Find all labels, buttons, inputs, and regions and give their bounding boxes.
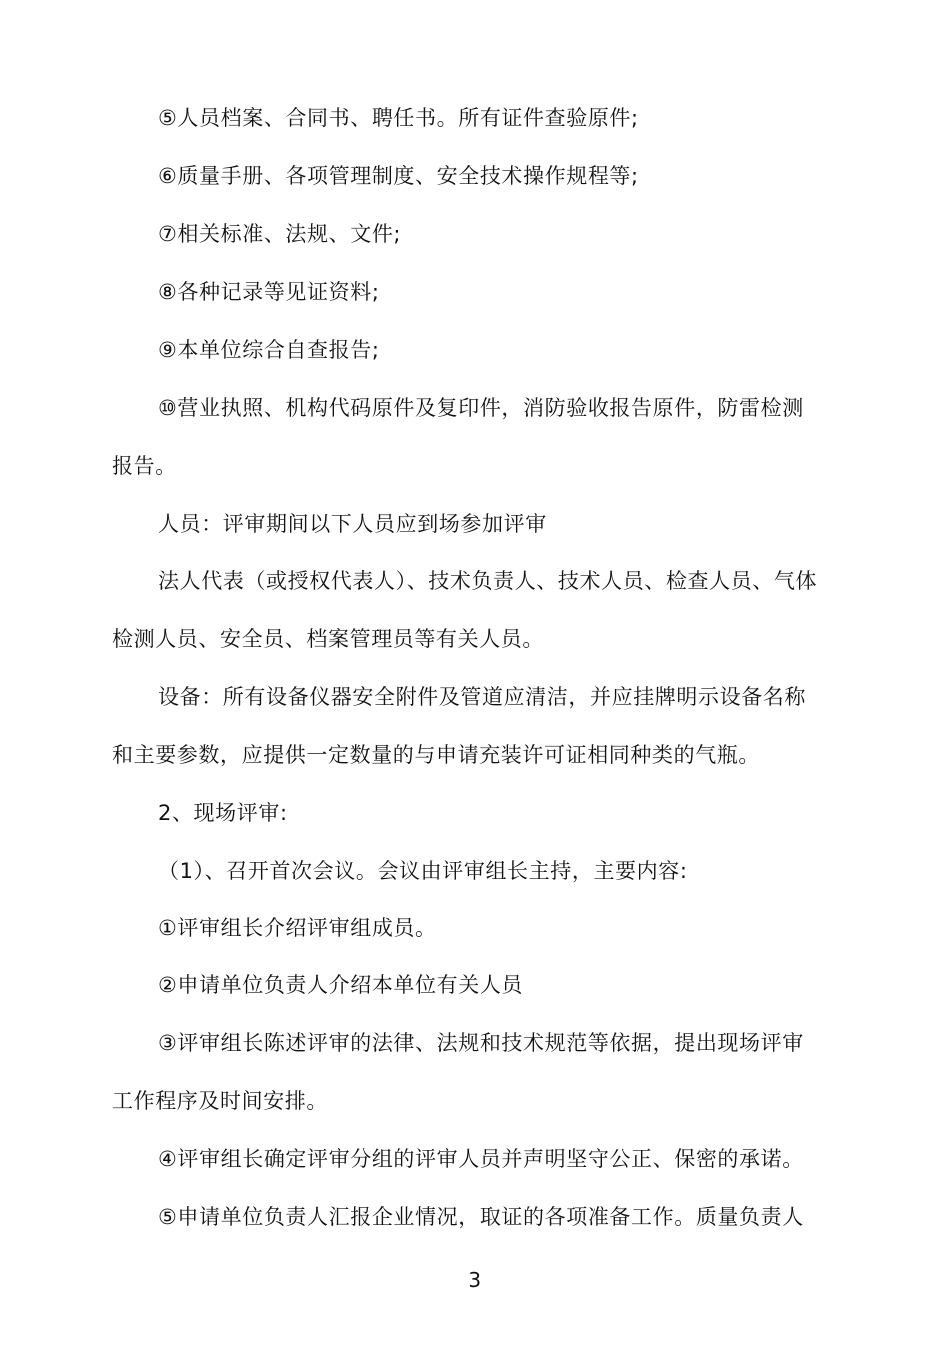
paragraph-line: ⑧各种记录等见证资料; <box>158 280 380 304</box>
paragraph-line: ⑤申请单位负责人汇报企业情况，取证的各项准备工作。质量负责人 <box>158 1205 804 1229</box>
paragraph-line: ⑦相关标准、法规、文件; <box>158 222 402 246</box>
paragraph-line: ②申请单位负责人介绍本单位有关人员 <box>158 973 524 997</box>
paragraph-line: ⑨本单位综合自查报告; <box>158 338 380 362</box>
paragraph-line: ①评审组长介绍评审组成员。 <box>158 916 437 940</box>
paragraph-line: ④评审组长确定评审分组的评审人员并声明坚守公正、保密的承诺。 <box>158 1147 804 1171</box>
paragraph-line: 和主要参数，应提供一定数量的与申请充装许可证相同种类的气瓶。 <box>112 743 760 767</box>
paragraph-line: 法人代表（或授权代表人）、技术负责人、技术人员、检查人员、气体 <box>158 569 818 593</box>
paragraph-line: ⑥质量手册、各项管理制度、安全技术操作规程等; <box>158 164 639 188</box>
paragraph-line: 检测人员、安全员、档案管理员等有关人员。 <box>112 627 544 651</box>
section-heading: 2、现场评审: <box>158 801 288 825</box>
paragraph-line: ③评审组长陈述评审的法律、法规和技术规范等依据，提出现场评审 <box>158 1031 804 1055</box>
paragraph-line: 报告。 <box>112 454 177 478</box>
paragraph-line: 设备：所有设备仪器安全附件及管道应清洁，并应挂牌明示设备名称 <box>158 685 806 709</box>
paragraph-line: ⑤人员档案、合同书、聘任书。所有证件查验原件; <box>158 106 639 130</box>
paragraph-line: 人员：评审期间以下人员应到场参加评审 <box>158 512 547 536</box>
paragraph-line: 工作程序及时间安排。 <box>112 1089 328 1113</box>
page-number: 3 <box>468 1268 482 1292</box>
paragraph-line: ⑩营业执照、机构代码原件及复印件，消防验收报告原件，防雷检测 <box>158 396 804 420</box>
paragraph-line: （1）、召开首次会议。会议由评审组长主持，主要内容: <box>158 859 688 883</box>
